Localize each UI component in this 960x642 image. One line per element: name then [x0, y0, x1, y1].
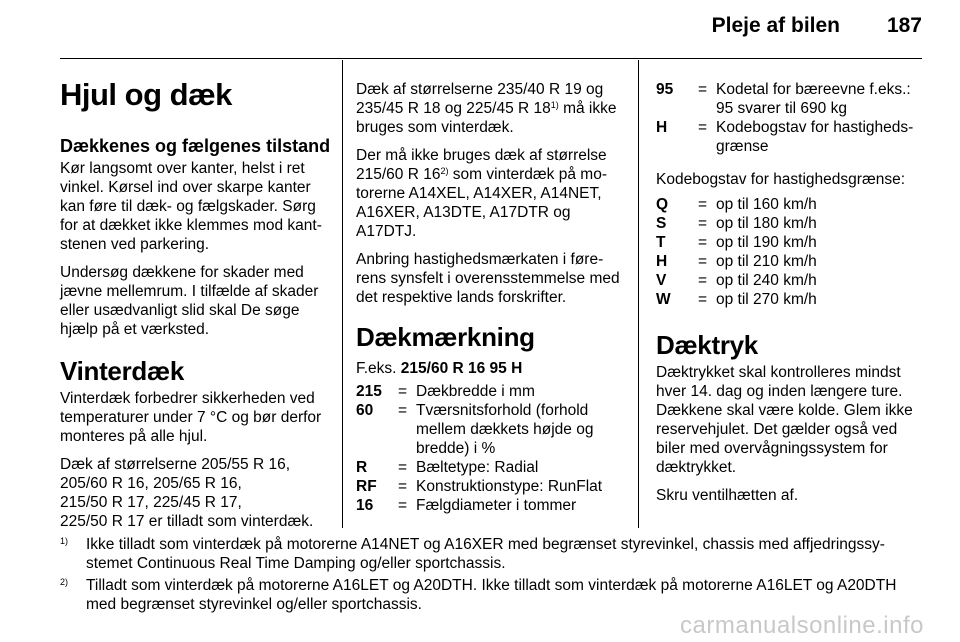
- code: H: [656, 253, 668, 270]
- description: op til 270 km/h: [716, 291, 817, 308]
- description: Fælgdiameter i tommer: [416, 497, 577, 514]
- footnote-ref-1: 1): [550, 100, 559, 110]
- text: Dæk af størrelserne 235/40 R 19 og 235/45 R 18 og 225/45 R 18: [356, 81, 604, 117]
- paragraph: Skru ventilhætten af.: [656, 487, 799, 504]
- heading-tyre-pressure: Dæktryk: [656, 330, 758, 360]
- equals: =: [398, 459, 408, 476]
- code: 60: [356, 402, 374, 419]
- description: Kodebogstav for hastigheds-grænse: [716, 119, 914, 155]
- description: Tværsnitsforhold (forhold mellem dækkets højde og bredde) i %: [416, 402, 594, 457]
- equals: =: [698, 272, 708, 289]
- footnote-ref-2: 2): [440, 166, 449, 176]
- text-line: Dæk af størrelserne 205/55 R 16,: [60, 456, 291, 473]
- footnote-number: 1): [60, 536, 69, 546]
- speed-row: [656, 290, 924, 309]
- code: 95: [656, 81, 674, 98]
- definition-row: [356, 382, 628, 401]
- watermark: carmanualsonline.info: [680, 612, 924, 639]
- speed-row: [656, 195, 924, 214]
- example-label: F.eks.: [356, 360, 401, 377]
- description: op til 210 km/h: [716, 253, 817, 270]
- speed-code-list: [656, 195, 924, 309]
- text-line: 215/50 R 17, 225/45 R 17,: [60, 494, 242, 511]
- code: V: [656, 272, 667, 289]
- code: T: [656, 234, 666, 251]
- column-divider-2: [638, 60, 639, 528]
- footnote-number: 2): [60, 577, 69, 587]
- paragraph: Dæktrykket skal kontrolleres mindst hver 14. dag og inden længere ture. Dækkene skal være kolde. Glem ikke reservehjulet. Det gælder også ved biler med overvågningssystem for dæktrykket.: [656, 364, 913, 476]
- code: Q: [656, 196, 669, 213]
- equals: =: [398, 497, 408, 514]
- page-number: 187: [886, 14, 922, 37]
- paragraph-winter-sizes: [60, 455, 332, 531]
- definition-row: [656, 118, 924, 156]
- definition-row: [656, 80, 924, 118]
- equals: =: [398, 402, 408, 419]
- definition-row: [356, 477, 628, 496]
- equals: =: [698, 291, 708, 308]
- description: op til 240 km/h: [716, 272, 817, 289]
- speed-row: [656, 271, 924, 290]
- text: Der må ikke bruges dæk af størrelse 215/60 R 16: [356, 147, 607, 183]
- text-line: 225/50 R 17 er tilladt som vinterdæk.: [60, 513, 314, 530]
- example-line: [356, 359, 628, 378]
- subsection-title-condition: Dækkenes og fælgenes tilstand: [60, 136, 331, 156]
- definition-row: [356, 458, 628, 477]
- paragraph: [356, 80, 628, 137]
- equals: =: [698, 234, 708, 251]
- code: RF: [356, 478, 377, 495]
- code: R: [356, 459, 368, 476]
- equals: =: [398, 383, 408, 400]
- header-rule: [60, 58, 922, 59]
- code: 215: [356, 383, 382, 400]
- description: Bæltetype: Radial: [416, 459, 539, 476]
- footnote-text: Tilladt som vinterdæk på motorerne A16LET og A20DTH. Ikke tilladt som vinterdæk på motorerne A16LET og A20DTH med begrænset styrevinkel og/eller sportchassis.: [86, 577, 897, 613]
- paragraph: [356, 146, 628, 241]
- definition-row: [356, 496, 628, 515]
- description: op til 190 km/h: [716, 234, 817, 251]
- heading-winter-tyres: Vinterdæk: [60, 356, 184, 386]
- description: Kodetal for bæreevne f.eks.: 95 svarer til 690 kg: [716, 81, 911, 117]
- equals: =: [698, 119, 708, 136]
- footnote-1: [60, 535, 922, 573]
- example-code: 215/60 R 16 95 H: [400, 360, 523, 377]
- equals: =: [698, 81, 708, 98]
- description: op til 160 km/h: [716, 196, 817, 213]
- description: op til 180 km/h: [716, 215, 817, 232]
- definition-row: [356, 401, 628, 458]
- code: 16: [356, 497, 374, 514]
- equals: =: [698, 215, 708, 232]
- description: Dækbredde i mm: [416, 383, 535, 400]
- description: Konstruktionstype: RunFlat: [416, 478, 603, 495]
- speed-row: [656, 252, 924, 271]
- footnote-text: Ikke tilladt som vinterdæk på motorerne A14NET og A16XER med begrænset styrevinkel, chassis med affjedringssy-stemet Continuous Real Time Damping og/eller sportchassis.: [86, 536, 885, 572]
- text-line: 205/60 R 16, 205/65 R 16,: [60, 475, 242, 492]
- speed-row: [656, 214, 924, 233]
- footnotes: [60, 535, 922, 617]
- heading-tyre-marking: Dækmærkning: [356, 322, 535, 352]
- column-divider-1: [342, 60, 343, 528]
- paragraph: Anbring hastighedsmærkaten i føre-rens synsfelt i overensstemmelse med det respektive lands forskrifter.: [356, 251, 620, 306]
- paragraph: Kør langsomt over kanter, helst i ret vinkel. Kørsel ind over skarpe kanter kan føre til dæk- og fælgskader. Sørg for at dækket ikke klemmes mod kant-stenen ved parkering.: [60, 160, 322, 253]
- column-3: [656, 80, 924, 514]
- code: S: [656, 215, 667, 232]
- equals: =: [698, 196, 708, 213]
- code: W: [656, 291, 671, 308]
- paragraph-speed-intro: Kodebogstav for hastighedsgrænse:: [656, 171, 906, 188]
- tyre-code-list: [356, 382, 628, 515]
- paragraph: Undersøg dækkene for skader med jævne mellemrum. I tilfælde af skader eller usædvanligt slid skal De søge hjælp på et værksted.: [60, 264, 319, 338]
- running-header-title: Pleje af bilen: [711, 14, 840, 37]
- text: som vinterdæk på mo-torerne A14XEL, A14XER, A14NET, A16XER, A13DTE, A17DTR og A17DTJ.: [356, 166, 607, 240]
- speed-row: [656, 233, 924, 252]
- equals: =: [398, 478, 408, 495]
- section-title-wheels-tyres: Hjul og dæk: [60, 77, 232, 112]
- paragraph: Vinterdæk forbedrer sikkerheden ved temperaturer under 7 °C og bør derfor monteres på alle hjul.: [60, 390, 322, 445]
- column-2: [356, 80, 628, 515]
- text: må ikke bruges som vinterdæk.: [356, 100, 617, 136]
- column-1: [60, 62, 332, 531]
- tyre-code-list-continued: [656, 80, 924, 156]
- equals: =: [698, 253, 708, 270]
- code: H: [656, 119, 668, 136]
- footnote-2: [60, 576, 922, 614]
